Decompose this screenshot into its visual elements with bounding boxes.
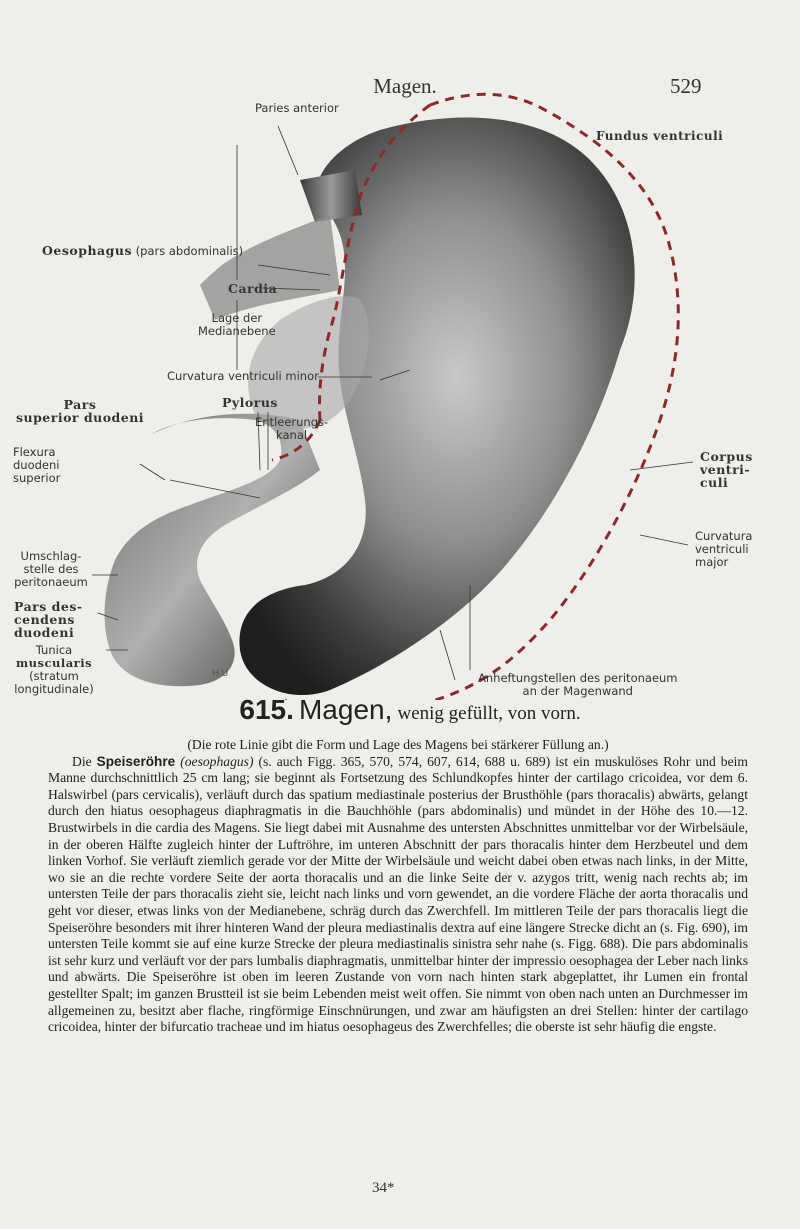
figure-caption (100, 694, 720, 726)
label-hu: H U (212, 669, 229, 679)
label-oesophagus-term: Oesophagus (42, 243, 133, 258)
caption-number: 615. (239, 694, 294, 725)
term-speiseroehre: Speiseröhre (96, 753, 176, 769)
label-pars-sup-line2: superior duodeni (15, 410, 145, 425)
label-fundus-ventriculi: Fundus ventriculi (596, 129, 724, 143)
label-tunica-muscularis (8, 644, 100, 696)
label-umschlagstelle (8, 550, 94, 589)
label-umschlag-line2: stelle des (23, 562, 79, 576)
label-tunica-line1: Tunica (35, 643, 73, 657)
printer-signature: 34* (372, 1180, 395, 1196)
stomach-shape (105, 118, 635, 696)
label-pars-desc-line1: Pars des- (14, 599, 83, 614)
oesophagus-shape (300, 170, 362, 222)
paragraph-intro: Die (72, 753, 97, 769)
label-oesophagus (42, 244, 272, 258)
label-tunica-line3: (stratum (29, 669, 79, 683)
label-corpus-line1: Corpus (700, 449, 753, 464)
label-oesophagus-rest: (pars abdominalis) (135, 244, 244, 258)
label-tunica-line4: longitudinale) (14, 682, 94, 696)
label-lage-der-medianebene (198, 312, 276, 338)
label-umschlag-line1: Umschlag- (20, 549, 82, 563)
label-pars-superior-duodeni (10, 398, 150, 424)
label-entleerungskanal (255, 416, 328, 442)
label-flexura-line3: superior (13, 471, 61, 485)
label-pars-sup-line1: Pars (63, 397, 97, 412)
figure-note: (Die rote Linie gibt die Form und Lage des Magens bei stärkerer Füllung an.) (187, 737, 609, 752)
label-paries-anterior: Paries anterior (255, 101, 339, 115)
label-umschlag-line3: peritonaeum (14, 575, 88, 589)
body-text (48, 737, 748, 1036)
label-lage-line1: Lage der (211, 311, 263, 325)
running-header-title: Magen. (373, 74, 437, 98)
label-flexura-line2: duodeni (13, 458, 60, 472)
label-anheft-line2: an der Magenwand (522, 684, 633, 698)
label-flexura-line1: Flexura (13, 445, 56, 459)
label-curv-major-line3: major (695, 555, 729, 569)
label-pars-desc-line2: cendens (14, 612, 75, 627)
caption-description: wenig gefüllt, von vorn. (397, 703, 581, 724)
label-curv-major-line2: ventriculi (695, 542, 749, 556)
label-anheft-line1: Anheftungstellen des peritonaeum (478, 671, 678, 685)
label-corpus-ventriculi (700, 450, 753, 489)
label-pars-desc-line3: duodeni (14, 625, 75, 640)
label-flexura-duodeni-superior (13, 446, 60, 485)
page-number: 529 (670, 74, 702, 98)
label-tunica-line2: muscularis (15, 656, 93, 670)
label-corpus-line3: culi (700, 475, 729, 490)
label-cardia: Cardia (228, 281, 278, 296)
term-oesophagus: (oesophagus) (175, 753, 254, 769)
label-entleerung-line2: kanal (276, 428, 308, 442)
label-curv-major-line1: Curvatura (695, 529, 753, 543)
label-pylorus: Pylorus (222, 395, 278, 410)
label-corpus-line2: ventri- (700, 462, 751, 477)
paragraph-body: (s. auch Figg. 365, 570, 574, 607, 614, 688 u. 689) ist ein muskulöses Rohr und beim Manne durchschnittlich 25 cm lang; sie beginnt als Fortsetzung des Schlundkopfes hinter der cartilago cricoidea, vor dem 6. Halswirbel (pars cervicalis), verläuft durch das spatium mediastinale posterius der Brusthöhle (pars thoracalis) abwärts, gelangt durch den hiatus oesophageus diaphragmatis in die Bauchhöhle (pars abdominalis) und mündet in der Höhe des 10.—12. Brustwirbels in die cardia des Magens. Sie liegt dabei mit Ausnahme des untersten Abschnittes unmittelbar vor der Wirbelsäule, in der oberen Hälfte zugleich hinter der Luftröhre, im unteren Abschnitt der pars thoracalis hinter dem Herzbeutel und dem linken Vorhof. Sie verläuft ziemlich gerade vor der Mitte der Wirbelsäule und weicht dabei oben etwas nach links, in der Mitte, wo sie an die rechte vordere Seite der aorta thoracalis und an die linke Seite der v. azygos tritt, wenig nach rechts ab; im untersten Teile der pars thoracalis zieht sie, leicht nach links und vorn gewendet, an die vordere Fläche der aorta thoracalis und geht vor dieser, etwas links von der Medianebene, schräg durch das Zwerchfell. Im mittleren Teile der pars thoracalis liegt die Speiseröhre besonders mit ihrer hinteren Wand der pleura mediastinalis dextra auf eine längere Strecke dicht an (s. Fig. 690), im untersten Teile kommt sie auf eine kurze Strecke der pleura mediastinalis sinistra sehr nahe (s. Figg. 688). Die pars abdominalis ist sehr kurz und verläuft vor der pars lumbalis diaphragmatis, unmittelbar hinter der impressio oesophagea der Leber nach links und abwärts. Die Speiseröhre ist oben im leeren Zustande von vorn nach hinten stark abgeplattet, ihr Lumen ein frontal gestellter Spalt; im ganzen Brustteil ist sie beim Lebenden meist weit offen. Sie nimmt von oben nach unten an Durchmesser im allgemeinen zu, besitzt aber flache, ringförmige Einschnürungen, und zwar am häufigsten an drei Stellen: hinter der cartilago cricoidea, hinter der bifurcatio tracheae und im hiatus oesophageus des Zwerchfelles; die oberste ist sehr häufig die engste. (48, 753, 748, 1035)
paragraph-speiseroehre (48, 754, 748, 1036)
label-entleerung-line1: Entleerungs- (255, 415, 329, 429)
label-lage-line2: Medianebene (198, 324, 276, 338)
label-curvatura-major (695, 530, 752, 569)
label-curvatura-minor: Curvatura ventriculi minor (167, 369, 319, 383)
label-pars-descendens-duodeni (14, 600, 83, 639)
caption-term: Magen, (298, 694, 393, 725)
